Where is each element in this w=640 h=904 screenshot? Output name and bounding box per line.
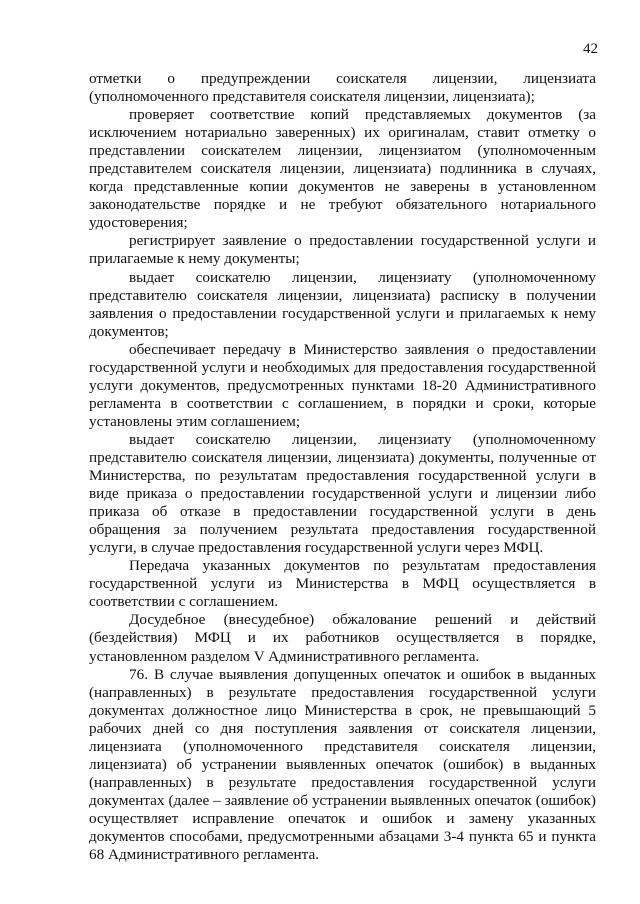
document-body: [89, 70, 596, 864]
paragraph-7: Передача указанных документов по результатам предоставления государственной услуги из Министерства в МФЦ осуществляется в соответствии с соглашением.: [89, 557, 596, 611]
paragraph-8: Досудебное (внесудебное) обжалование решений и действий (бездействия) МФЦ и их работников осуществляется в порядке, установленном разделом V Административного регламента.: [89, 611, 596, 665]
paragraph-3: регистрирует заявление о предоставлении государственной услуги и прилагаемые к нему документы;: [89, 232, 596, 268]
page-number: 42: [583, 41, 598, 57]
paragraph-9: 76. В случае выявления допущенных опечаток и ошибок в выданных (направленных) в результате предоставления государственной услуги документах должностное лицо Министерства в срок, не превышающий 5 рабочих дней со дня поступления заявления от соискателя лицензии, лицензиата (уполномоченного представителя соискателя лицензии, лицензиата) об устранении выявленных опечаток (ошибок) в выданных (направленных) в результате предоставления государственной услуги документах (далее – заявление об устранении выявленных опечаток (ошибок) осуществляет исправление опечаток и ошибок и замену указанных документов способами, предусмотренными абзацами 3-4 пункта 65 и пункта 68 Административного регламента.: [89, 665, 596, 864]
paragraph-6: выдает соискателю лицензии, лицензиату (уполномоченному представителю соискателя лицензии, лицензиата) документы, полученные от Министерства, по результатам предоставления государственной услуги в виде приказа о предоставлении государственной услуги и лицензии либо приказа об отказе в предоставлении государственной услуги в день обращения за получением результата предоставления государственной услуги, в случае предоставления государственной услуги через МФЦ.: [89, 430, 596, 557]
paragraph-5: обеспечивает передачу в Министерство заявления о предоставлении государственной услуги и необходимых для предоставления государственной услуги документов, предусмотренных пунктами 18-20 Административного регламента в соответствии с соглашением, в порядки и сроки, которые установлены этим соглашением;: [89, 340, 596, 430]
paragraph-2: проверяет соответствие копий представляемых документов (за исключением нотариально заверенных) их оригиналам, ставит отметку о представлении соискателем лицензии, лицензиатом (уполномоченным представителем соискателя лицензии, лицензиата) подлинника в случаях, когда представленные копии документов не заверены в установленном законодательстве порядке и не требуют обязательного нотариального удостоверения;: [89, 106, 596, 232]
paragraph-1: отметки о предупреждении соискателя лицензии, лицензиата (уполномоченного представителя соискателя лицензии, лицензиата);: [89, 70, 596, 106]
paragraph-4: выдает соискателю лицензии, лицензиату (уполномоченному представителю соискателя лицензии, лицензиата) расписку в получении заявления о предоставлении государственной услуги и прилагаемых к нему документов;: [89, 268, 596, 340]
